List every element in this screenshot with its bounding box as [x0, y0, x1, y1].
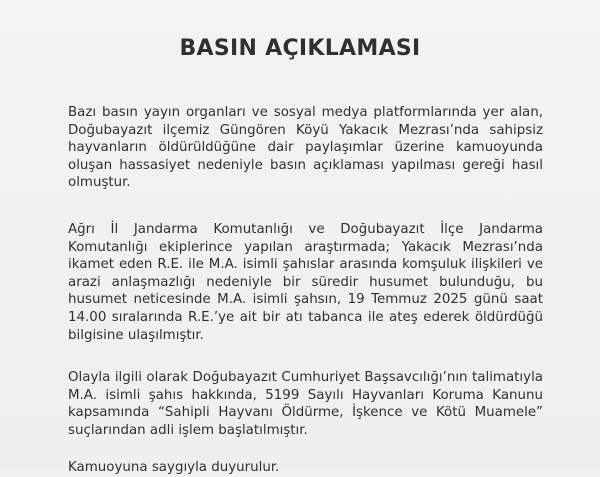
paragraph-closing: Kamuoyuna saygıyla duyurulur. [68, 460, 280, 475]
paragraph-investigation: Ağrı İl Jandarma Komutanlığı ve Doğubayazıt İlçe Jandarma Komutanlığı ekiplerince yapılan araştırmada; Yakacık Mezrası’nda ikamet eden R.E. ile M.A. isimli şahıslar arasında komşuluk ilişkileri ve arazi anlaşmazlığı nedeniyle bir süredir husumet bulunduğu, bu husumet neticesinde M.A. isimli şahsın, 19 Temmuz 2025 günü saat 14.00 sıralarında R.E.’ye ait bir atı tabanca ile ateş ederek öldürdüğü bilgisine ulaşılmıştır. [68, 222, 543, 343]
paragraph-legal-action: Olayla ilgili olarak Doğubayazıt Cumhuriyet Başsavcılığı’nın talimatıyla M.A. isimli şahıs hakkında, 5199 Sayılı Hayvanları Koruma Kanunu kapsamında “Sahipli Hayvanı Öldürme, İşkence ve Kötü Muamele” suçlarından adli işlem başlatılmıştır. [68, 370, 543, 438]
paragraph-intro: Bazı basın yayın organları ve sosyal medya platformlarında yer alan, Doğubayazıt ilçemiz Güngören Köyü Yakacık Mezrası’nda sahipsiz hayvanların öldürüldüğüne dair paylaşımlar üzerine kamuoyunda oluşan hassasiyet nedeniyle basın açıklaması yapılması gereği hasıl olmuştur. [68, 105, 543, 191]
document-title: BASIN AÇIKLAMASI [179, 36, 421, 61]
